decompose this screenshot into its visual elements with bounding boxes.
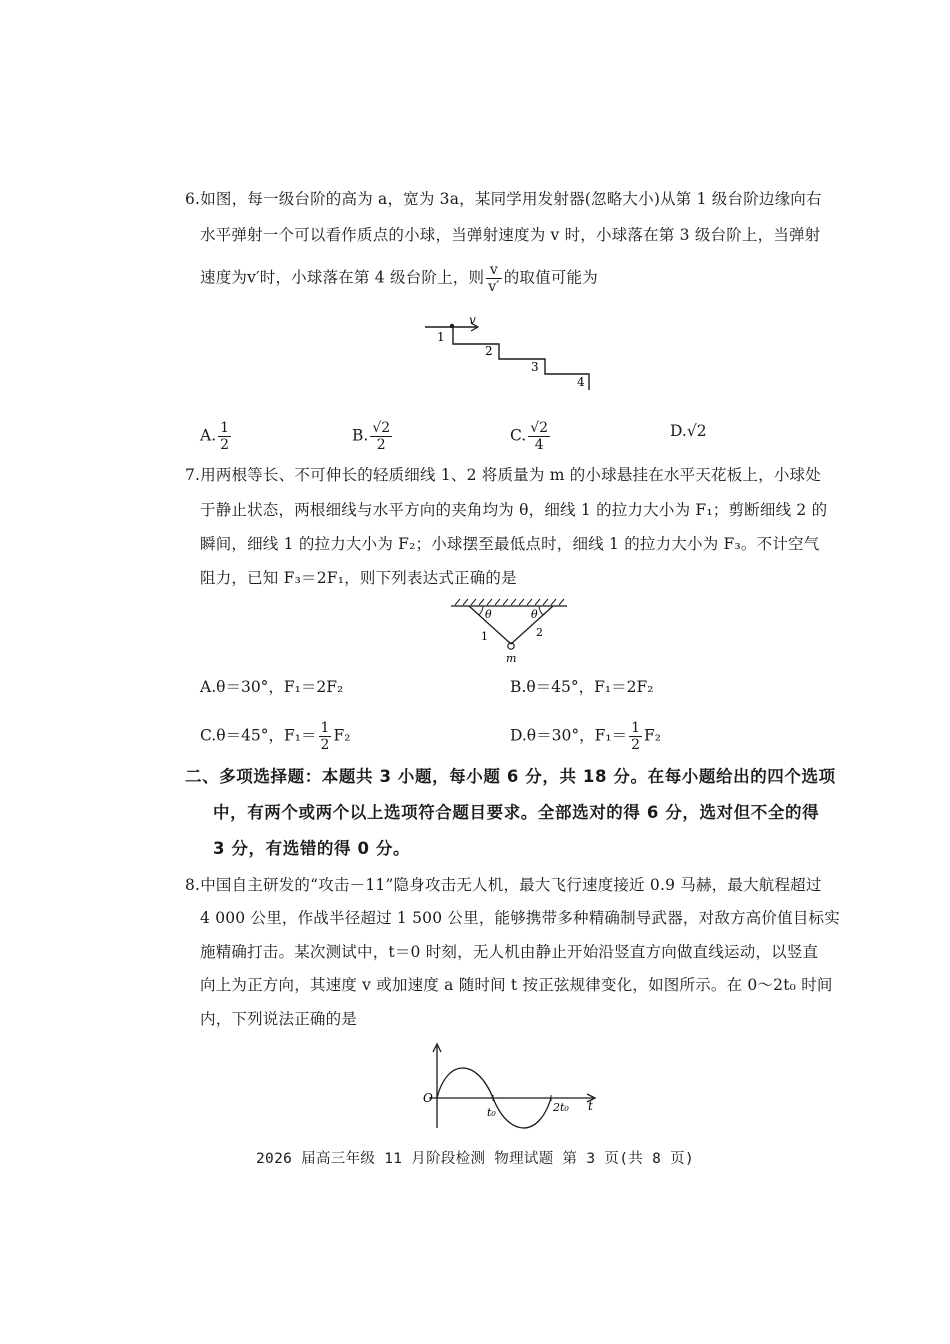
q7-option-d-pre: D.θ＝30°，F₁＝ [510,726,628,745]
string-2-label: 2 [536,626,543,639]
q6-option-c-letter: C. [510,426,527,445]
step-label-4: 4 [577,375,585,389]
q6-option-a-num: 1 [220,420,230,436]
q6-staircase-figure [415,310,605,392]
q6-ratio-den: v′ [488,279,500,295]
q8-line-3: 施精确打击。某次测试中，t＝0 时刻，无人机由静止开始沿竖直方向做直线运动，以竖直 [200,943,819,961]
q6-option-b[interactable] [352,420,394,453]
q7-line-3: 瞬间，细线 1 的拉力大小为 F₂；小球摆至最低点时，细线 1 的拉力大小为 F₃。不计空气 [200,535,820,553]
q7-option-d-post: F₂ [644,726,661,745]
q6-option-b-den: 2 [376,437,386,453]
theta-label-right: θ [531,608,538,621]
section2-line-1: 二、多项选择题：本题共 3 小题，每小题 6 分，共 18 分。在每小题给出的四个选项 [185,767,836,786]
step-label-3: 3 [531,360,539,374]
mass-label: m [506,652,517,665]
q6-option-a-den: 2 [220,437,230,453]
q6-option-d-letter: D. [670,422,687,440]
q6-ratio-fraction [486,262,502,295]
page-footer: 2026 届高三年级 11 月阶段检测 物理试题 第 3 页(共 8 页) [256,1151,694,1167]
q6-option-a-fraction [218,420,231,453]
q7-line-1: 7.用两根等长、不可伸长的轻质细线 1、2 将质量为 m 的小球悬挂在水平天花板上，小球处 [185,466,821,484]
ceiling-hatching [455,599,564,605]
two-t0-label: 2t₀ [553,1101,569,1114]
q7-pendulum-figure [445,596,575,666]
q8-line-5: 内，下列说法正确的是 [200,1010,358,1028]
t0-label: t₀ [487,1106,496,1119]
q7-option-d-num: 1 [631,720,640,736]
section2-line-2: 中，有两个或两个以上选项符合题目要求。全部选对的得 6 分，选对但不全的得 [213,803,820,822]
q7-line-2: 于静止状态，两根细线与水平方向的夹角均为 θ，细线 1 的拉力大小为 F₁；剪断细线 2 的 [200,501,828,519]
q7-option-b[interactable]: B.θ＝45°，F₁＝2F₂ [510,678,654,696]
q6-option-d-text: √2 [686,422,707,440]
q7-option-d-fraction [629,720,642,753]
q6-option-c-den: 4 [534,437,544,453]
q6-option-b-num: √2 [372,420,391,436]
q7-option-c[interactable] [200,720,350,753]
staircase-outline [425,327,589,390]
q6-line-3-pre: 速度为v′时，小球落在第 4 级台阶上，则 [200,268,485,287]
q8-line-1: 8.中国自主研发的“攻击－11”隐身攻击无人机，最大飞行速度接近 0.9 马赫，最大航程超过 [185,876,822,894]
step-label-2: 2 [485,344,493,358]
q7-option-c-post: F₂ [333,726,351,745]
q6-line-3-post: 的取值可能为 [503,268,598,287]
q6-option-c-num: √2 [530,420,549,436]
origin-label: O [423,1091,433,1105]
section2-line-3: 3 分，有选错的得 0 分。 [213,839,411,858]
t-axis-label: t [588,1099,593,1113]
q6-option-c-fraction [528,420,550,453]
q6-ratio-num: v [486,262,502,279]
q8-sine-graph [415,1040,605,1132]
q6-option-a[interactable] [200,420,233,453]
q7-option-a[interactable]: A.θ＝30°，F₁＝2F₂ [200,678,344,696]
q6-option-b-fraction [370,420,392,453]
q7-option-c-den: 2 [320,737,330,753]
theta-arc-right [539,606,543,615]
step-label-1: 1 [437,330,445,344]
q6-option-d[interactable] [670,420,707,442]
q7-option-c-num: 1 [320,720,330,736]
q6-line-1: 6.如图，每一级台阶的高为 a，宽为 3a，某同学用发射器(忽略大小)从第 1 级台阶边缘向右 [185,190,822,208]
q8-line-4: 向上为正方向，其速度 v 或加速度 a 随时间 t 按正弦规律变化，如图所示。在 0～2t₀ 时间 [200,976,833,994]
q6-line-2: 水平弹射一个可以看作质点的小球，当弹射速度为 v 时，小球落在第 3 级台阶上，当弹射 [200,226,821,244]
q7-option-d[interactable] [510,720,661,753]
q6-line-3 [200,262,598,295]
string-1-label: 1 [481,630,488,643]
q7-line-4: 阻力，已知 F₃＝2F₁，则下列表达式正确的是 [200,569,517,587]
q8-line-2: 4 000 公里，作战半径超过 1 500 公里，能够携带多种精确制导武器，对敌方高价值目标实 [200,909,840,927]
q7-option-d-den: 2 [631,737,640,753]
theta-label-left: θ [485,608,492,621]
q6-option-a-letter: A. [200,426,217,445]
ball-marker [450,324,454,328]
theta-arc-left [479,606,483,615]
q7-option-c-pre: C.θ＝45°，F₁＝ [200,726,317,745]
q7-option-c-fraction [319,720,332,753]
q6-option-b-letter: B. [352,426,369,445]
q6-option-c[interactable] [510,420,552,453]
q6-fig-v-label: v [469,313,476,327]
